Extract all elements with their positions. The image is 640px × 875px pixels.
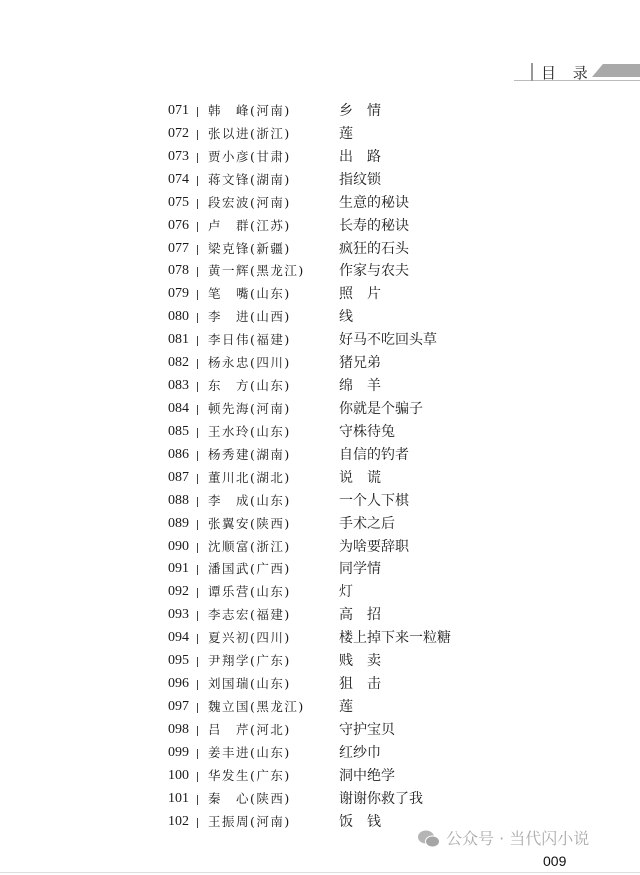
entry-number: 080 <box>168 309 189 325</box>
entry-title[interactable]: 贱 卖 <box>339 653 381 670</box>
entry-title[interactable]: 说 谎 <box>339 469 381 486</box>
entry-author: 段宏波(河南) <box>208 194 291 210</box>
entry-separator <box>197 818 198 828</box>
entry-title[interactable]: 生意的秘诀 <box>339 194 409 211</box>
entry-title[interactable]: 守株待兔 <box>339 423 395 440</box>
entry-author: 刘国瑞(山东) <box>208 676 291 692</box>
entry-author: 张翼安(陕西) <box>208 515 291 531</box>
page-header-title: 目 录 <box>541 64 594 82</box>
entry-separator <box>197 703 198 713</box>
entry-separator <box>197 313 198 323</box>
entry-separator <box>197 749 198 759</box>
entry-title[interactable]: 饭 钱 <box>339 813 381 830</box>
entry-title[interactable]: 手术之后 <box>339 515 395 532</box>
entry-number: 093 <box>168 607 189 623</box>
entry-author: 李日伟(福建) <box>208 332 291 348</box>
entry-separator <box>197 382 198 392</box>
entry-author: 黄一辉(黑龙江) <box>208 263 305 279</box>
entry-title[interactable]: 高 招 <box>339 607 381 624</box>
entry-title[interactable]: 洞中绝学 <box>339 767 395 784</box>
entry-number: 087 <box>168 469 189 485</box>
entry-author: 韩 峰(河南) <box>208 103 291 118</box>
entry-separator <box>197 657 198 667</box>
entry-number: 099 <box>168 744 189 760</box>
entry-title[interactable]: 绵 羊 <box>339 378 381 395</box>
entry-separator <box>197 451 198 461</box>
entry-separator <box>197 222 198 232</box>
entry-author: 杨秀建(湖南) <box>208 446 291 462</box>
entry-author: 顿先海(河南) <box>208 400 291 416</box>
entry-title[interactable]: 同学情 <box>339 561 381 578</box>
entry-separator <box>197 290 198 300</box>
entry-separator <box>197 474 198 484</box>
entry-number: 075 <box>168 194 189 210</box>
header-divider <box>531 63 533 81</box>
entry-number: 086 <box>168 446 189 462</box>
entry-separator <box>197 107 198 117</box>
footer-rule <box>0 872 640 873</box>
entry-title[interactable]: 出 路 <box>339 148 381 165</box>
entry-title[interactable]: 楼上掉下来一粒糖 <box>339 630 451 647</box>
entry-number: 081 <box>168 332 189 348</box>
entry-separator <box>197 565 198 575</box>
entry-title[interactable]: 好马不吃回头草 <box>339 332 437 349</box>
entry-author: 潘国武(广西) <box>208 561 291 577</box>
entry-author: 沈顺富(浙江) <box>208 538 291 554</box>
entry-separator <box>197 245 198 255</box>
entry-author: 贾小彦(甘肃) <box>208 148 291 164</box>
entry-title[interactable]: 红纱巾 <box>339 744 381 761</box>
entry-title[interactable]: 线 <box>339 309 353 326</box>
entry-title[interactable]: 疯狂的石头 <box>339 240 409 257</box>
entry-number: 083 <box>168 378 189 394</box>
entry-author: 梁克锋(新疆) <box>208 240 291 256</box>
entry-author: 尹翔学(广东) <box>208 653 291 669</box>
entry-number: 092 <box>168 584 189 600</box>
entry-separator <box>197 153 198 163</box>
entry-number: 101 <box>168 790 189 806</box>
entry-number: 102 <box>168 813 189 829</box>
entry-separator <box>197 359 198 369</box>
entry-separator <box>197 199 198 209</box>
entry-number: 100 <box>168 767 189 783</box>
entry-number: 079 <box>168 286 189 302</box>
entry-author: 张以进(浙江) <box>208 125 291 141</box>
entry-author: 杨永忠(四川) <box>208 355 291 371</box>
entry-number: 071 <box>168 103 189 118</box>
entry-number: 076 <box>168 217 189 233</box>
entry-separator <box>197 795 198 805</box>
entry-separator <box>197 611 198 621</box>
entry-number: 089 <box>168 515 189 531</box>
entry-author: 李 进(山西) <box>208 309 291 325</box>
entry-separator <box>197 634 198 644</box>
entry-author: 秦 心(陕西) <box>208 790 291 806</box>
entry-title[interactable]: 照 片 <box>339 286 381 303</box>
entry-author: 王水玲(山东) <box>208 423 291 439</box>
entry-title[interactable]: 莲 <box>339 698 353 715</box>
entry-number: 095 <box>168 653 189 669</box>
entry-separator <box>197 428 198 438</box>
entry-separator <box>197 130 198 140</box>
entry-number: 098 <box>168 721 189 737</box>
entry-author: 谭乐营(山东) <box>208 584 291 600</box>
entry-separator <box>197 176 198 186</box>
entry-title[interactable]: 莲 <box>339 125 353 142</box>
entry-number: 077 <box>168 240 189 256</box>
entry-number: 096 <box>168 676 189 692</box>
entry-number: 073 <box>168 148 189 164</box>
entry-number: 078 <box>168 263 189 279</box>
entry-author: 吕 芹(河北) <box>208 721 291 737</box>
entry-title[interactable]: 乡 情 <box>339 103 381 119</box>
wechat-icon <box>418 829 440 849</box>
entry-separator <box>197 267 198 277</box>
entry-author: 夏兴初(四川) <box>208 630 291 646</box>
entry-number: 074 <box>168 171 189 187</box>
entry-title[interactable]: 你就是个骗子 <box>339 400 423 417</box>
entry-number: 088 <box>168 492 189 508</box>
entry-title[interactable]: 指纹锁 <box>339 171 381 188</box>
entry-number: 082 <box>168 355 189 371</box>
watermark <box>418 829 589 849</box>
watermark-text: 公众号 · 当代闪小说 <box>446 829 590 848</box>
header-tab-decoration <box>592 64 640 77</box>
entry-author: 李志宏(福建) <box>208 607 291 623</box>
entry-title[interactable]: 猪兄弟 <box>339 355 381 372</box>
entry-author: 魏立国(黑龙江) <box>208 698 305 714</box>
entry-author: 卢 群(江苏) <box>208 217 291 233</box>
entry-number: 097 <box>168 698 189 714</box>
entry-number: 084 <box>168 400 189 416</box>
entry-separator <box>197 588 198 598</box>
entry-author: 李 成(山东) <box>208 492 291 508</box>
entry-title[interactable]: 一个人下棋 <box>339 492 409 509</box>
entry-separator <box>197 405 198 415</box>
entry-author: 姜丰进(山东) <box>208 744 291 760</box>
entry-number: 072 <box>168 125 189 141</box>
entry-title[interactable]: 作家与农夫 <box>339 263 409 280</box>
entry-author: 蒋文锋(湖南) <box>208 171 291 187</box>
entry-separator <box>197 520 198 530</box>
entry-author: 董川北(湖北) <box>208 469 291 485</box>
entry-author: 华发生(广东) <box>208 767 291 783</box>
entry-title[interactable]: 谢谢你救了我 <box>339 790 423 807</box>
entry-separator <box>197 497 198 507</box>
entry-title[interactable]: 长寿的秘诀 <box>339 217 409 234</box>
entry-separator <box>197 680 198 690</box>
entry-separator <box>197 543 198 553</box>
entry-number: 085 <box>168 423 189 439</box>
entry-author: 东 方(山东) <box>208 378 291 394</box>
entry-title[interactable]: 自信的钓者 <box>339 446 409 463</box>
entry-title[interactable]: 狙 击 <box>339 676 381 693</box>
entry-number: 091 <box>168 561 189 577</box>
entry-number: 094 <box>168 630 189 646</box>
entry-title[interactable]: 灯 <box>339 584 353 601</box>
entry-separator <box>197 772 198 782</box>
entry-author: 王振周(河南) <box>208 813 291 829</box>
entry-title[interactable]: 守护宝贝 <box>339 721 395 738</box>
entry-number: 090 <box>168 538 189 554</box>
page-number: 009 <box>543 853 567 869</box>
entry-separator <box>197 726 198 736</box>
entry-author: 笔 嘴(山东) <box>208 286 291 302</box>
entry-title[interactable]: 为啥要辞职 <box>339 538 409 555</box>
entry-separator <box>197 336 198 346</box>
